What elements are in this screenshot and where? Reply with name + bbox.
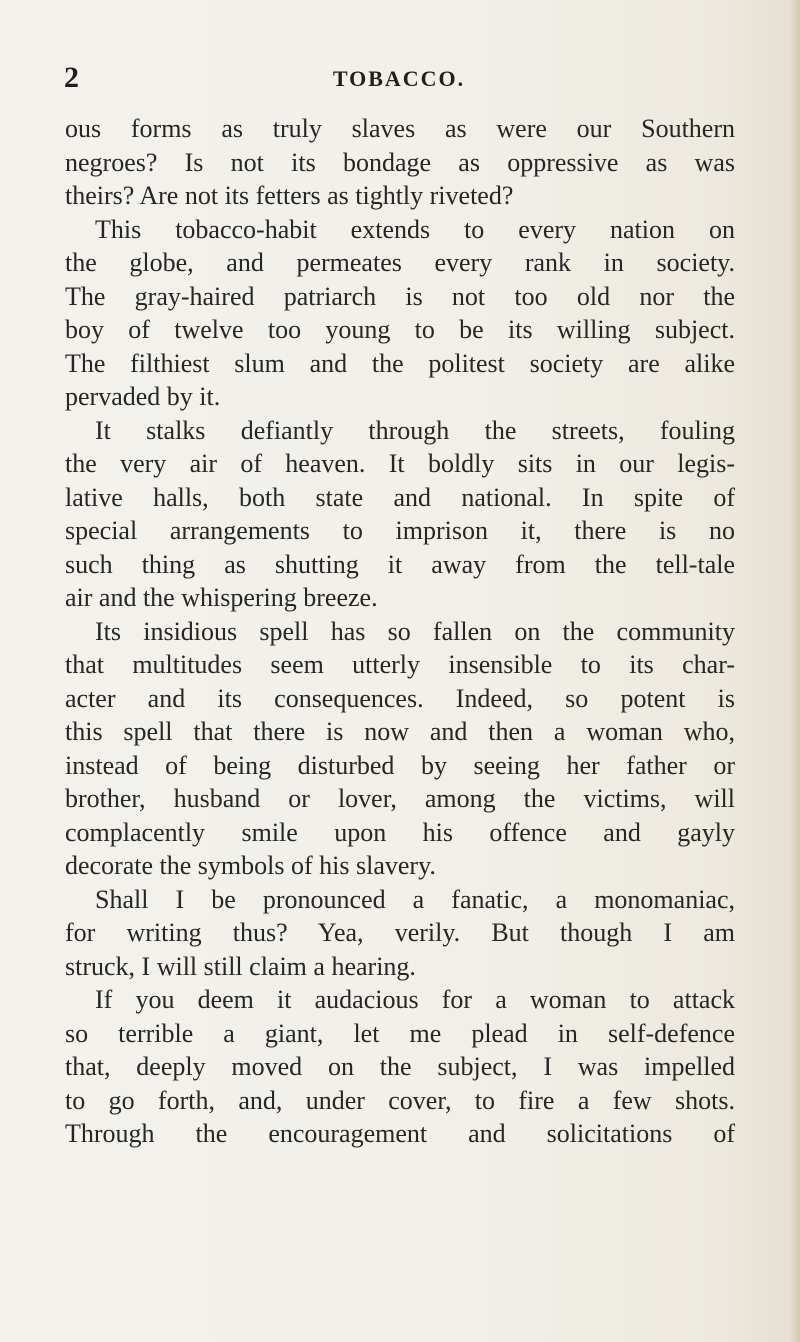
text-line: to go forth, and, under cover, to fire a few shots. (65, 1085, 735, 1115)
text-line: this spell that there is now and then a woman who, (65, 717, 735, 746)
body-text (65, 112, 735, 1151)
text-line: The gray-haired patriarch is not too old nor the (65, 281, 735, 311)
text-line: the globe, and permeates every rank in society. (65, 248, 735, 277)
running-title: TOBACCO. (332, 66, 466, 91)
text-line: special arrangements to imprison it, there is no (65, 516, 735, 545)
page-header (64, 60, 734, 100)
text-line: negroes? Is not its bondage as oppressive as was (65, 147, 735, 177)
text-line: air and the whispering breeze. (65, 583, 378, 612)
text-line: If you deem it audacious for a woman to attack (95, 985, 735, 1014)
text-line: that multitudes seem utterly insensible to its char- (65, 650, 735, 679)
text-line: Through the encouragement and solicitations of (65, 1119, 735, 1148)
text-line: lative halls, both state and national. In spite of (65, 482, 735, 512)
text-line: The filthiest slum and the politest society are alike (65, 348, 735, 378)
text-line: so terrible a giant, let me plead in self-defence (65, 1018, 735, 1048)
text-line: This tobacco-habit extends to every nation on (95, 214, 735, 244)
text-line: the very air of heaven. It boldly sits in our legis- (65, 449, 735, 478)
text-line: Shall I be pronounced a fanatic, a monomaniac, (95, 884, 735, 914)
text-line: instead of being disturbed by seeing her father or (65, 750, 735, 780)
text-line: pervaded by it. (65, 382, 221, 411)
text-line: ous forms as truly slaves as were our Southern (65, 114, 735, 143)
text-line: that, deeply moved on the subject, I was impelled (65, 1052, 735, 1081)
text-line: theirs? Are not its fetters as tightly riveted? (65, 181, 514, 210)
text-line: Its insidious spell has so fallen on the community (95, 616, 735, 646)
text-line: decorate the symbols of his slavery. (65, 851, 436, 880)
text-line: such thing as shutting it away from the tell-tale (65, 549, 735, 579)
text-line: complacently smile upon his offence and gayly (65, 817, 735, 847)
text-line: It stalks defiantly through the streets, fouling (95, 415, 735, 445)
text-line: for writing thus? Yea, verily. But though I am (65, 918, 735, 947)
text-line: brother, husband or lover, among the victims, will (65, 784, 735, 813)
page-number: 2 (64, 61, 79, 94)
text-line: boy of twelve too young to be its willing subject. (65, 315, 735, 344)
page-edge-shadow (790, 0, 800, 1342)
text-line: acter and its consequences. Indeed, so potent is (65, 683, 735, 713)
text-line: struck, I will still claim a hearing. (65, 951, 416, 981)
